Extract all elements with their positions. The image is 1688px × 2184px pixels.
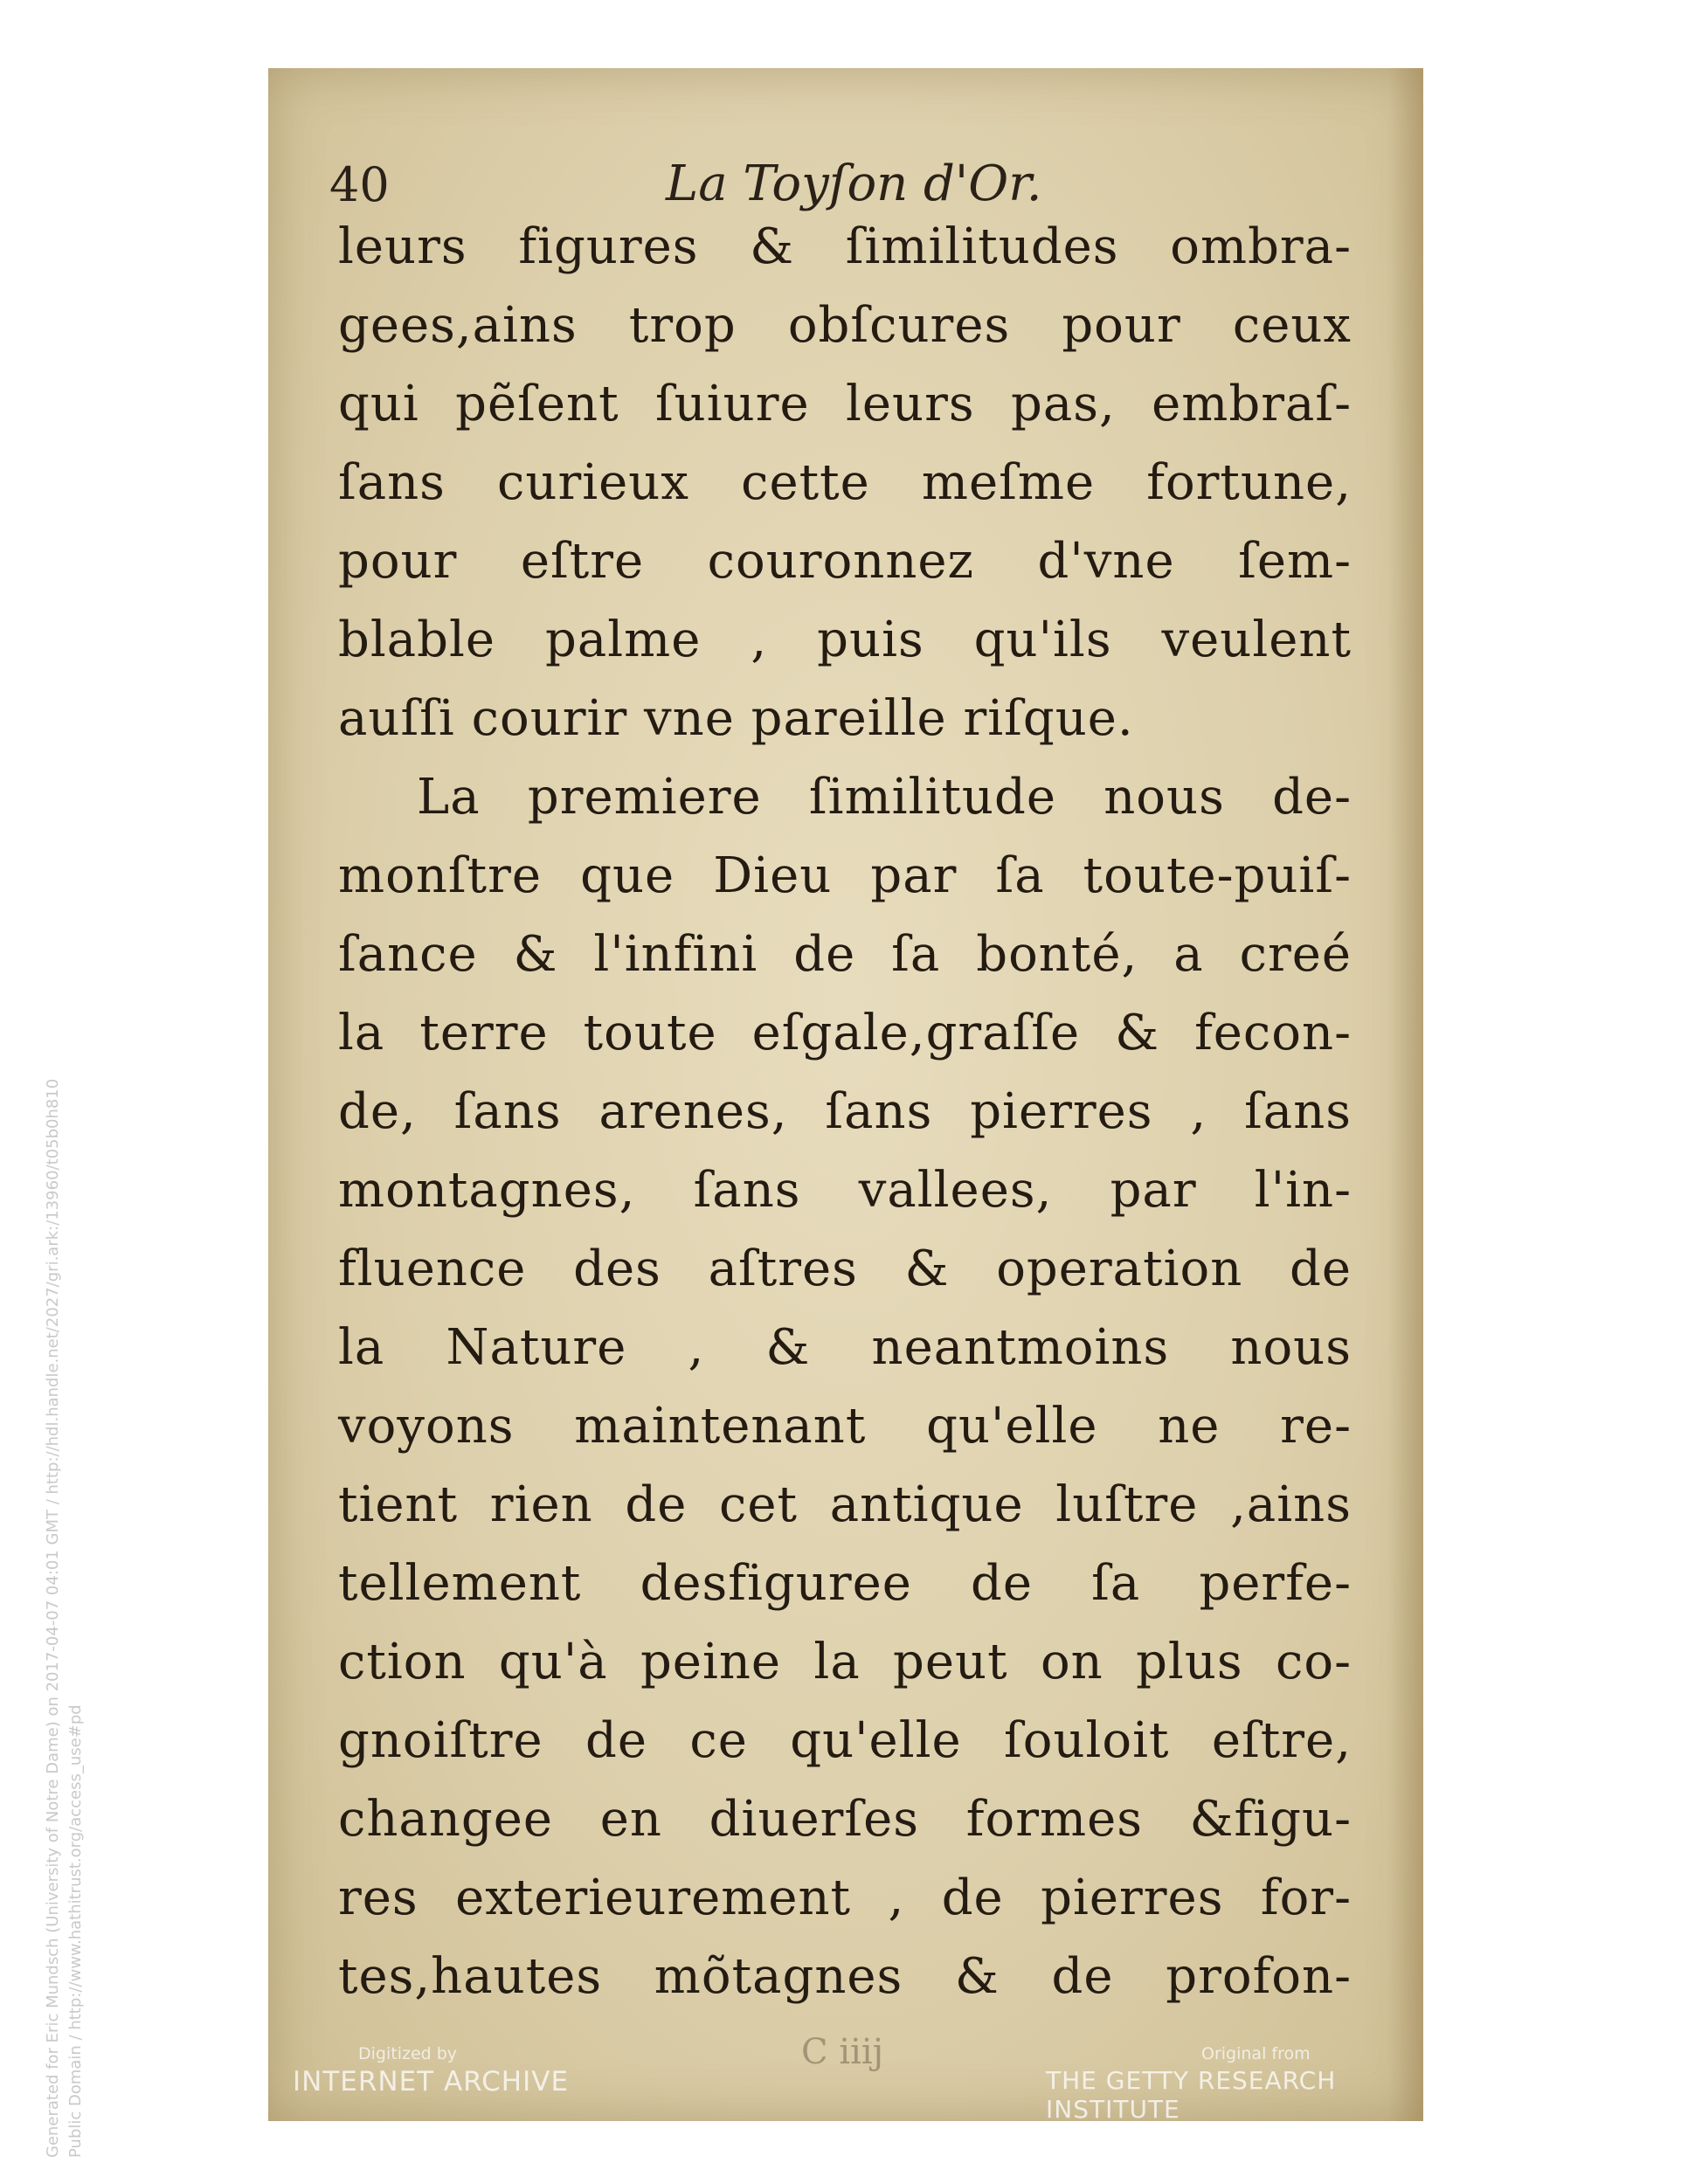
text-line: montagnes, ſans vallees, par l'in- <box>338 1162 1352 1219</box>
scanned-page <box>268 68 1423 2124</box>
text-line: ſance & l'infini de ſa bonté, a creé <box>338 926 1352 983</box>
page-number: 40 <box>329 157 390 212</box>
text-line: tient rien de cet antique luſtre ,ains <box>338 1476 1352 1533</box>
text-line: auſſi courir vne pareille riſque. <box>338 690 1134 747</box>
text-line: monſtre que Dieu par ſa toute-puiſ- <box>338 847 1352 904</box>
text-line: blable palme , puis qu'ils veulent <box>338 612 1352 668</box>
text-line: ction qu'à peine la peut on plus co- <box>338 1634 1352 1690</box>
text-line: La premiere ſimilitude nous de- <box>417 769 1352 826</box>
side-watermark-line: Generated for Eric Mundsch (University of Notre Dame) on 2017-04-07 04:01 GMT / http://hdl.handle.net/2027/gri.ark:/13960/t05b0h810 <box>44 1078 62 2158</box>
side-watermark-line: Public Domain / http://www.hathitrust.org/access_use#pd <box>66 1704 85 2158</box>
text-line: res exterieurement , de pierres for- <box>338 1870 1352 1926</box>
text-line: leurs figures & ſimilitudes ombra- <box>338 218 1352 275</box>
text-line: tellement desfiguree de ſa perfe- <box>338 1555 1352 1612</box>
text-line: pour eſtre couronnez d'vne ſem- <box>338 533 1352 590</box>
text-line: changee en diuerſes formes &figu- <box>338 1791 1352 1848</box>
digitized-label: Digitized by <box>358 2044 458 2063</box>
original-label: Original from <box>1201 2044 1311 2063</box>
running-title: La Toyſon d'Or. <box>666 156 1042 212</box>
text-line: voyons maintenant qu'elle ne re- <box>338 1398 1352 1455</box>
text-line: ſans curieux cette meſme fortune, <box>338 454 1352 511</box>
text-line: gees,ains trop obſcures pour ceux <box>338 297 1352 354</box>
side-watermark <box>42 847 87 2158</box>
text-line: la terre toute eſgale,graſſe & fecon- <box>338 1005 1352 1061</box>
text-line: tes,hautes mõtagnes & de profon- <box>338 1948 1352 2005</box>
digitized-name: INTERNET ARCHIVE <box>293 2066 570 2098</box>
text-line: de, ſans arenes, ſans pierres , ſans <box>338 1083 1352 1140</box>
running-head <box>329 147 1360 217</box>
text-line: la Nature , & neantmoins nous <box>338 1319 1352 1376</box>
text-line: fluence des aſtres & operation de <box>338 1241 1352 1297</box>
original-name: THE GETTY RESEARCH INSTITUTE <box>1046 2066 1337 2124</box>
text-line: qui pẽſent ſuiure leurs pas, embraſ- <box>338 376 1352 432</box>
body-text <box>338 208 1352 2016</box>
catchword: C iiij <box>801 2032 884 2072</box>
text-line: gnoiſtre de ce qu'elle ſouloit eſtre, <box>338 1712 1352 1769</box>
